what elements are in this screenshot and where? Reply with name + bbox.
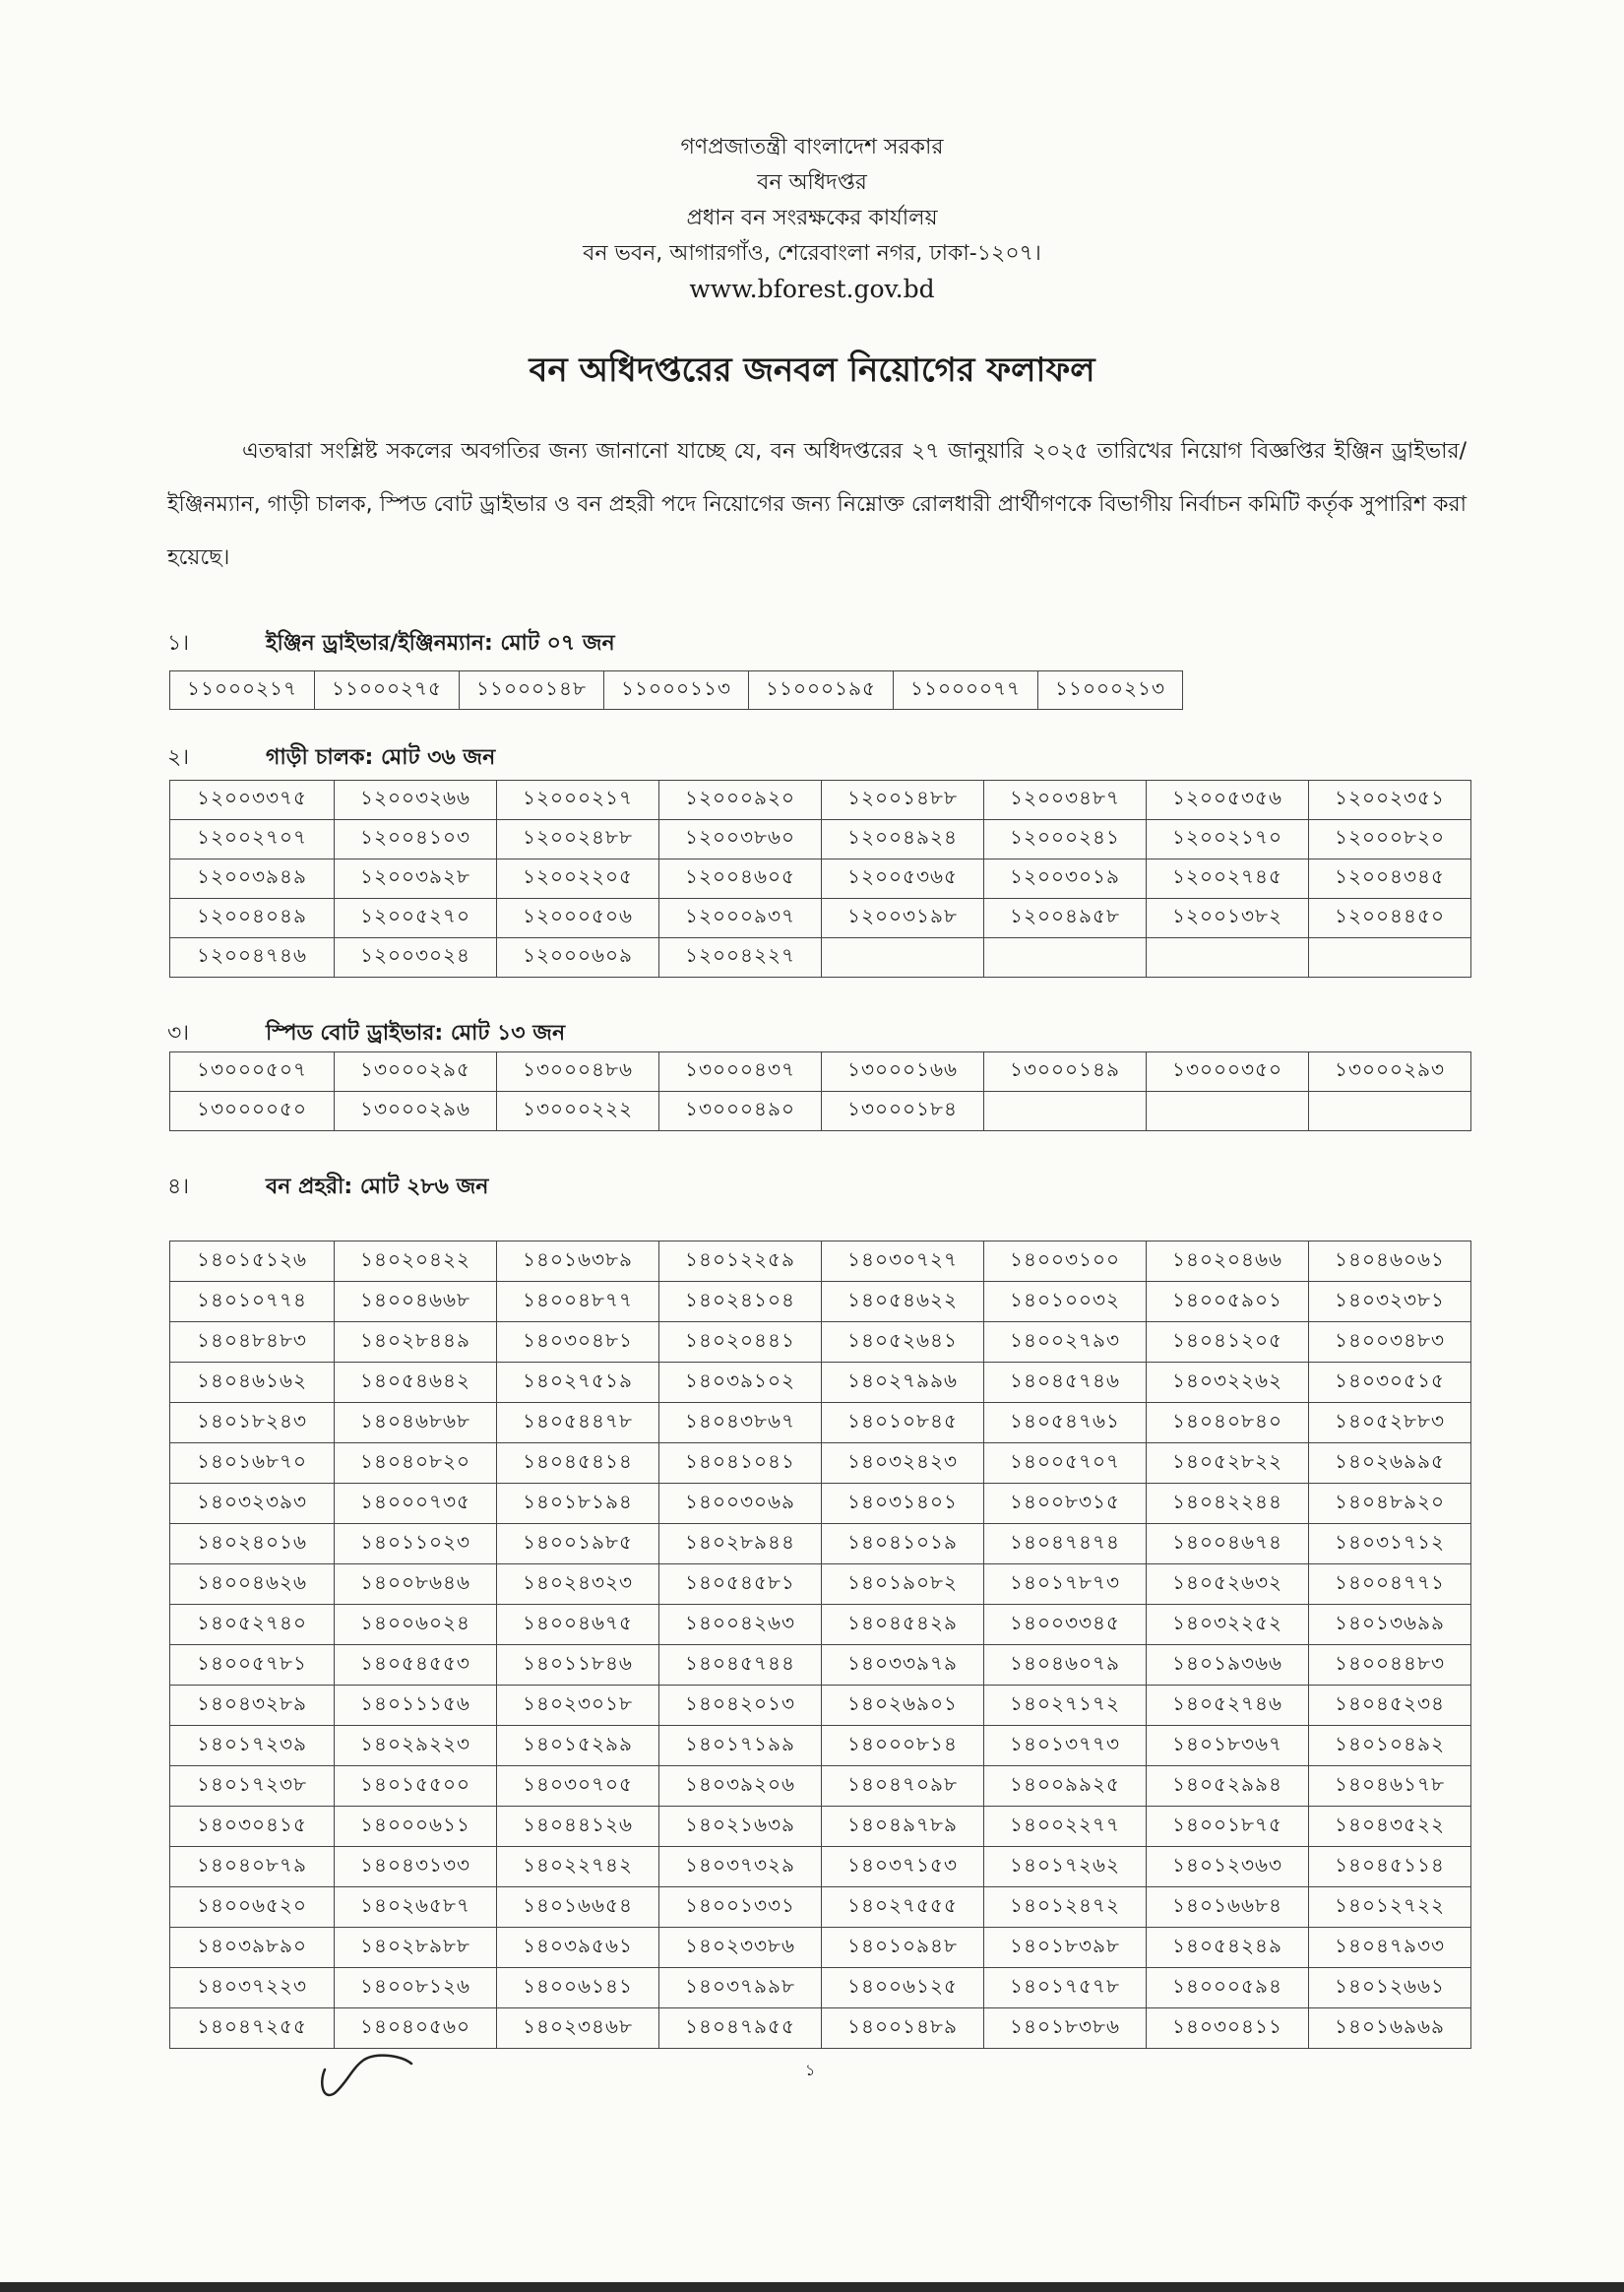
roll-cell: ১২০০৪১০৩ [335, 820, 497, 860]
roll-cell: ১৪০৪৬০৭৯ [984, 1645, 1147, 1686]
roll-cell: ১১০০০১৪৮ [460, 671, 604, 710]
roll-cell: ১৪০০৮৬৪৬ [335, 1564, 497, 1605]
roll-cell: ১৪০৪৯৭৮৯ [822, 1807, 984, 1847]
roll-cell: ১৪০১৭২৩৮ [170, 1766, 335, 1807]
roll-cell: ১৪০৩৯২০৬ [659, 1766, 822, 1807]
roll-cell: ১২০০৩৯২৮ [335, 860, 497, 899]
roll-table-engine-driver [169, 670, 1183, 710]
roll-cell: ১৪০১৬৬৫৪ [497, 1887, 659, 1928]
roll-cell: ১৪০৪২০১৩ [659, 1686, 822, 1726]
roll-cell: ১৪০০১৮৭৫ [1147, 1807, 1309, 1847]
roll-cell: ১২০০০২১৭ [497, 781, 659, 820]
roll-cell: ১৪০৪৫২৩৪ [1309, 1686, 1471, 1726]
roll-cell: ১৪০৫২৭৪০ [170, 1605, 335, 1645]
roll-cell: ১৪০২৬৯০১ [822, 1686, 984, 1726]
roll-cell: ১৪০০৫৭৮১ [170, 1645, 335, 1686]
roll-cell: ১৩০০০২২২ [497, 1092, 659, 1131]
roll-cell: ১৪০১৮৩৮৬ [984, 2008, 1147, 2049]
roll-cell: ১৪০৫৪৫৫৩ [335, 1645, 497, 1686]
roll-cell: ১৪০৫৪৬২২ [822, 1282, 984, 1322]
table-row [170, 781, 1471, 820]
roll-table-forest-guard [169, 1241, 1471, 2049]
roll-cell: ১৪০০১৩৩১ [659, 1887, 822, 1928]
roll-cell: ১৩০০০২৯৫ [335, 1052, 497, 1092]
table-row [170, 2008, 1471, 2049]
roll-cell: ১৪০০০৮১৪ [822, 1726, 984, 1766]
roll-cell: ১৪০১৩৬৯৯ [1309, 1605, 1471, 1645]
section-title: গাড়ী চালক: মোট ৩৬ জন [266, 745, 496, 770]
roll-cell: ১৪০৪৬১৬২ [170, 1363, 335, 1403]
roll-cell: ১২০০৩১৯৮ [822, 899, 984, 938]
roll-cell: ১৪০২৩০১৮ [497, 1686, 659, 1726]
roll-cell: ১৪০১৮৩৯৮ [984, 1928, 1147, 1968]
table-row [170, 1484, 1471, 1524]
roll-cell: ১৪০৪৬১৭৮ [1309, 1766, 1471, 1807]
roll-cell: ১৪০১৫২৯৯ [497, 1726, 659, 1766]
roll-cell: ১৪০২৭১৭২ [984, 1686, 1147, 1726]
roll-cell: ১৪০০৬০২৪ [335, 1605, 497, 1645]
roll-cell: ১৪০০০৬১১ [335, 1807, 497, 1847]
roll-cell: ১৪০১০৭৭৪ [170, 1282, 335, 1322]
roll-cell: ১৪০৪৮৯২০ [1309, 1484, 1471, 1524]
roll-cell: ১৪০২৪১০৪ [659, 1282, 822, 1322]
roll-cell: ১৪০২৩৪৬৮ [497, 2008, 659, 2049]
roll-cell: ১৪০১৬৯৬৯ [1309, 2008, 1471, 2049]
roll-cell [1309, 1092, 1471, 1131]
roll-cell: ১৪০৪৫৭৪৬ [984, 1363, 1147, 1403]
roll-cell: ১২০০০২৪১ [984, 820, 1147, 860]
roll-cell: ১৪০০৫৯০১ [1147, 1282, 1309, 1322]
roll-cell: ১৩০০০৩৫০ [1147, 1052, 1309, 1092]
roll-cell: ১৩০০০১৮৪ [822, 1092, 984, 1131]
roll-cell: ১৪০১৮৩৬৭ [1147, 1726, 1309, 1766]
roll-cell: ১১০০০২১৭ [170, 671, 315, 710]
roll-cell: ১২০০৫৩৫৬ [1147, 781, 1309, 820]
roll-cell: ১৪০৩০৭২৭ [822, 1242, 984, 1282]
roll-cell: ১৪০৩৭২২৩ [170, 1968, 335, 2008]
section-heading-forest-guard [167, 1170, 488, 1206]
section-heading-engine-driver [167, 626, 615, 663]
roll-cell: ১৪০২০৪৪১ [659, 1322, 822, 1363]
roll-cell [984, 1092, 1147, 1131]
roll-cell [822, 938, 984, 978]
roll-cell: ১৪০৫৪৫৮১ [659, 1564, 822, 1605]
roll-cell: ১৪০৩২২৫২ [1147, 1605, 1309, 1645]
roll-cell: ১৪০৩০৭০৫ [497, 1766, 659, 1807]
roll-cell: ১৪০১৭২৩৯ [170, 1726, 335, 1766]
intro-paragraph: এতদ্বারা সংশ্লিষ্ট সকলের অবগতির জন্য জানানো যাচ্ছে যে, বন অধিদপ্তরের ২৭ জানুয়ারি ২০২৫ তারিখের নিয়োগ বিজ্ঞপ্তির ইঞ্জিন ড্রাইভার/ইঞ্জিনম্যান, গাড়ী চালক, স্পিড বোট ড্রাইভার ও বন প্রহরী পদে নিয়োগের জন্য নিম্নোক্ত রোলধারী প্রার্থীগণকে বিভাগীয় নির্বাচন কমিটি কর্তৃক সুপারিশ করা হয়েছে। [167, 439, 1467, 570]
roll-cell: ১৪০২৮৯৮৮ [335, 1928, 497, 1968]
roll-cell: ১২০০২৩৫১ [1309, 781, 1471, 820]
table-row [170, 1363, 1471, 1403]
roll-cell: ১৩০০০১৪৯ [984, 1052, 1147, 1092]
table-row [170, 899, 1471, 938]
table-row [170, 1726, 1471, 1766]
roll-cell: ১২০০১৪৮৮ [822, 781, 984, 820]
roll-cell: ১৪০০৬১২৫ [822, 1968, 984, 2008]
roll-cell: ১২০০৪২২৭ [659, 938, 822, 978]
roll-cell: ১২০০০৯২০ [659, 781, 822, 820]
table-row [170, 1968, 1471, 2008]
table-row [170, 938, 1471, 978]
roll-cell: ১২০০৪৬০৫ [659, 860, 822, 899]
roll-cell: ১১০০০২১৩ [1038, 671, 1183, 710]
roll-cell: ১৪০৪৮৪৮৩ [170, 1322, 335, 1363]
table-row [170, 1766, 1471, 1807]
roll-cell: ১৪০৪১০৪১ [659, 1443, 822, 1484]
page-title: বন অধিদপ্তরের জনবল নিয়োগের ফলাফল [529, 350, 1095, 390]
roll-cell: ১৪০৪৩৮৬৭ [659, 1403, 822, 1443]
roll-cell: ১৪০১২৩৬৩ [1147, 1847, 1309, 1887]
table-row [170, 1443, 1471, 1484]
roll-cell: ১৪০৫২৮২২ [1147, 1443, 1309, 1484]
roll-cell: ১৪০০৬১৪১ [497, 1968, 659, 2008]
roll-cell: ১৪০১১১৫৬ [335, 1686, 497, 1726]
section-heading-car-driver [167, 740, 495, 777]
roll-cell: ১৪০০৩৩৪৫ [984, 1605, 1147, 1645]
roll-cell: ১৪০২৭৯৯৬ [822, 1363, 984, 1403]
roll-cell: ১৪০১২৬৬১ [1309, 1968, 1471, 2008]
roll-cell: ১৪০৪৪১২৬ [497, 1807, 659, 1847]
office-header [0, 130, 1624, 307]
roll-cell: ১৪০১০৪৯২ [1309, 1726, 1471, 1766]
roll-cell: ১৪০১৭৮৭৩ [984, 1564, 1147, 1605]
roll-cell: ১৪০৫৪২৪৯ [1147, 1928, 1309, 1968]
roll-cell: ১৪০০৪৮৭৭ [497, 1282, 659, 1322]
roll-cell: ১৪০৫২৮৮৩ [1309, 1403, 1471, 1443]
table-row [170, 1564, 1471, 1605]
roll-cell: ১৪০০১৪৮৯ [822, 2008, 984, 2049]
roll-cell: ১২০০৪৯৫৮ [984, 899, 1147, 938]
roll-cell: ১৪০২২৭৪২ [497, 1847, 659, 1887]
roll-cell [1147, 1092, 1309, 1131]
roll-cell: ১৪০১৭২৬২ [984, 1847, 1147, 1887]
roll-cell: ১৪০৩৯১০২ [659, 1363, 822, 1403]
roll-cell: ১৪০৪৭০৯৮ [822, 1766, 984, 1807]
roll-cell: ১২০০৩২৬৬ [335, 781, 497, 820]
roll-cell: ১৪০৪৩২৮৯ [170, 1686, 335, 1726]
roll-cell: ১৪০৪৭২৫৫ [170, 2008, 335, 2049]
table-row [170, 1887, 1471, 1928]
roll-cell: ১৪০১২৪৭২ [984, 1887, 1147, 1928]
table-row [170, 671, 1183, 710]
table-row [170, 1928, 1471, 1968]
roll-cell: ১২০০১৩৮২ [1147, 899, 1309, 938]
roll-cell: ১৪০৪৫৪১৪ [497, 1443, 659, 1484]
roll-cell: ১৪০০৪৭৭১ [1309, 1564, 1471, 1605]
roll-cell: ১৪০০১৯৮৫ [497, 1524, 659, 1564]
roll-cell: ১৪০০২৭৯৩ [984, 1322, 1147, 1363]
roll-cell: ১৪০৫২৭৪৬ [1147, 1686, 1309, 1726]
roll-cell: ১১০০০১১৩ [604, 671, 749, 710]
roll-cell: ১৪০১০৮৪৫ [822, 1403, 984, 1443]
roll-cell: ১২০০০৫০৬ [497, 899, 659, 938]
roll-cell: ১২০০৩০২৪ [335, 938, 497, 978]
roll-cell: ১৪০৩২৪২৩ [822, 1443, 984, 1484]
roll-cell: ১৪০১০৯৪৮ [822, 1928, 984, 1968]
roll-cell: ১৪০০৪৪৮৩ [1309, 1645, 1471, 1686]
roll-cell: ১৩০০০৪৯০ [659, 1092, 822, 1131]
roll-cell: ১২০০৪০৪৯ [170, 899, 335, 938]
roll-cell: ১৪০৩২৩৯৩ [170, 1484, 335, 1524]
roll-cell: ১৪০০৫৭০৭ [984, 1443, 1147, 1484]
roll-cell: ১২০০২৭৪৫ [1147, 860, 1309, 899]
roll-cell: ১৪০৪৫৭৪৪ [659, 1645, 822, 1686]
roll-cell: ১৪০৪৫৪২৯ [822, 1605, 984, 1645]
signature-mark [317, 2048, 425, 2107]
roll-cell: ১২০০০৯৩৭ [659, 899, 822, 938]
roll-cell: ১২০০২২০৫ [497, 860, 659, 899]
roll-cell: ১৪০২১৬৩৯ [659, 1807, 822, 1847]
roll-cell: ১৪০১৫১২৬ [170, 1242, 335, 1282]
header-line-government: গণপ্রজাতন্ত্রী বাংলাদেশ সরকার [680, 135, 944, 159]
roll-cell: ১৪০৩০৪৮১ [497, 1322, 659, 1363]
roll-cell: ১৪০১৮২৪৩ [170, 1403, 335, 1443]
roll-cell: ১৪০০৪৬৭৪ [1147, 1524, 1309, 1564]
roll-cell: ১৪০৩৩৯৭৯ [822, 1645, 984, 1686]
roll-cell: ১৪০৩২৩৮১ [1309, 1282, 1471, 1322]
roll-cell: ১৪০০৪২৬৩ [659, 1605, 822, 1645]
roll-cell: ১২০০৪৯২৪ [822, 820, 984, 860]
roll-cell: ১২০০৪৭৪৬ [170, 938, 335, 978]
roll-cell: ১৪০৩১৪০১ [822, 1484, 984, 1524]
roll-cell: ১৪০১৬৬৮৪ [1147, 1887, 1309, 1928]
roll-cell: ১৪০২৪০১৬ [170, 1524, 335, 1564]
header-website: www.bforest.gov.bd [689, 275, 935, 303]
roll-cell: ১৪০১৬৮৭০ [170, 1443, 335, 1484]
section-title: বন প্রহরী: মোট ২৮৬ জন [266, 1175, 489, 1199]
roll-cell: ১৪০৪০৫৬০ [335, 2008, 497, 2049]
table-row [170, 1282, 1471, 1322]
table-row [170, 1847, 1471, 1887]
table-row [170, 1605, 1471, 1645]
roll-cell: ১৪০১৬৩৮৯ [497, 1242, 659, 1282]
roll-cell: ১৪০১৭১৯৯ [659, 1726, 822, 1766]
roll-cell: ১২০০২৪৮৮ [497, 820, 659, 860]
roll-cell: ১৪০৪২২৪৪ [1147, 1484, 1309, 1524]
page-number: ১ [805, 2061, 816, 2079]
roll-cell: ১৪০৩৯৮৯০ [170, 1928, 335, 1968]
roll-cell [1309, 938, 1471, 978]
roll-cell: ১৪০০৪৬৬৮ [335, 1282, 497, 1322]
roll-cell: ১৪০০০৫৯৪ [1147, 1968, 1309, 2008]
roll-cell: ১৪০১৯৩৬৬ [1147, 1645, 1309, 1686]
roll-cell: ১৪০০৮১২৬ [335, 1968, 497, 2008]
roll-cell: ১২০০৫২৭০ [335, 899, 497, 938]
roll-cell: ১৪০৪৭৯৫৫ [659, 2008, 822, 2049]
section-number: ২। [167, 745, 190, 770]
roll-cell: ১৪০৫২৬৩২ [1147, 1564, 1309, 1605]
roll-cell: ১৪০২৯২২৩ [335, 1726, 497, 1766]
roll-cell [1147, 938, 1309, 978]
table-row [170, 1524, 1471, 1564]
roll-cell: ১৪০২৩৩৮৬ [659, 1928, 822, 1968]
roll-cell: ১৪০১২৭২২ [1309, 1887, 1471, 1928]
roll-cell: ১৪০৪৩৫২২ [1309, 1807, 1471, 1847]
section-number: ৩। [167, 1021, 190, 1046]
roll-table-speedboat-driver [169, 1051, 1471, 1131]
section-number: ১। [167, 631, 190, 656]
roll-cell: ১৪০১৭৫৭৮ [984, 1968, 1147, 2008]
roll-cell: ১৪০২৬৫৮৭ [335, 1887, 497, 1928]
roll-cell: ১৪০১৩৭৭৩ [984, 1726, 1147, 1766]
roll-cell: ১৩০০০৫০৭ [170, 1052, 335, 1092]
roll-table-car-driver [169, 780, 1471, 978]
section-heading-speedboat-driver [167, 1016, 565, 1052]
roll-cell: ১২০০২১৭০ [1147, 820, 1309, 860]
roll-cell: ১৪০১৫৫০০ [335, 1766, 497, 1807]
roll-cell: ১৪০১৯০৮২ [822, 1564, 984, 1605]
roll-cell: ১৪০৩২২৬২ [1147, 1363, 1309, 1403]
roll-cell: ১৪০৫২৯৯৪ [1147, 1766, 1309, 1807]
roll-cell: ১৪০৩০৪১৫ [170, 1807, 335, 1847]
roll-cell: ১২০০৩৯৪৯ [170, 860, 335, 899]
table-row [170, 820, 1471, 860]
table-row [170, 1322, 1471, 1363]
section-title: ইঞ্জিন ড্রাইভার/ইঞ্জিনম্যান: মোট ০৭ জন [266, 631, 615, 656]
roll-cell: ১৪০০৮৩১৫ [984, 1484, 1147, 1524]
roll-cell: ১৪০৫৪৪৭৮ [497, 1403, 659, 1443]
roll-cell: ১৩০০০৪৩৭ [659, 1052, 822, 1092]
roll-cell: ১৪০২৭৫১৯ [497, 1363, 659, 1403]
roll-cell: ১৪০৪৫১১৪ [1309, 1847, 1471, 1887]
roll-cell: ১৪০০৩০৬৯ [659, 1484, 822, 1524]
roll-cell: ১৪০৩০৫১৫ [1309, 1363, 1471, 1403]
roll-cell: ১৪০৫৪৭৬১ [984, 1403, 1147, 1443]
roll-cell: ১৪০৪৭৪৭৪ [984, 1524, 1147, 1564]
roll-cell: ১৪০২০৪২২ [335, 1242, 497, 1282]
roll-cell: ১৩০০০১৬৬ [822, 1052, 984, 1092]
roll-cell: ১৪০৪০৮৪০ [1147, 1403, 1309, 1443]
roll-cell: ১৪০৫২৬৪১ [822, 1322, 984, 1363]
roll-cell: ১৪০৪৬৮৬৮ [335, 1403, 497, 1443]
header-line-address: বন ভবন, আগারগাঁও, শেরেবাংলা নগর, ঢাকা-১২০৭। [583, 241, 1041, 266]
table-row [170, 1807, 1471, 1847]
section-title: স্পিড বোট ড্রাইভার: মোট ১৩ জন [266, 1021, 566, 1046]
roll-cell: ১২০০৪৩৪৫ [1309, 860, 1471, 899]
roll-cell: ১২০০৩৮৬০ [659, 820, 822, 860]
roll-cell: ১৪০১১৮৪৬ [497, 1645, 659, 1686]
roll-cell: ১২০০২৭০৭ [170, 820, 335, 860]
roll-cell: ১১০০০০৭৭ [894, 671, 1038, 710]
roll-cell: ১৩০০০০৫০ [170, 1092, 335, 1131]
roll-cell: ১১০০০১৯৫ [749, 671, 894, 710]
roll-cell: ১৩০০০২৯৩ [1309, 1052, 1471, 1092]
table-row [170, 1242, 1471, 1282]
roll-cell: ১৪০২৭৫৫৫ [822, 1887, 984, 1928]
roll-cell: ১৪০৩৭৯৯৮ [659, 1968, 822, 2008]
roll-cell: ১৪০৩১৭১২ [1309, 1524, 1471, 1564]
roll-cell: ১৪০৩০৪১১ [1147, 2008, 1309, 2049]
roll-cell: ১২০০৫৩৬৫ [822, 860, 984, 899]
roll-cell: ১১০০০২৭৫ [315, 671, 460, 710]
roll-cell: ১৪০৪৭৯৩৩ [1309, 1928, 1471, 1968]
roll-cell: ১৪০৩৭৩২৯ [659, 1847, 822, 1887]
roll-cell: ১৪০২০৪৬৬ [1147, 1242, 1309, 1282]
roll-cell: ১৪০০৪৬৭৫ [497, 1605, 659, 1645]
roll-cell: ১২০০৩৪৮৭ [984, 781, 1147, 820]
roll-cell: ১৪০০৬৫২০ [170, 1887, 335, 1928]
table-row [170, 1686, 1471, 1726]
table-row [170, 1403, 1471, 1443]
table-row [170, 1645, 1471, 1686]
roll-cell [984, 938, 1147, 978]
roll-cell: ১২০০৪৪৫০ [1309, 899, 1471, 938]
roll-cell: ১৪০০৩১০০ [984, 1242, 1147, 1282]
roll-cell: ১৪০৪০৮২০ [335, 1443, 497, 1484]
roll-cell: ১৪০১৮১৯৪ [497, 1484, 659, 1524]
roll-cell: ১৪০৪১০১৯ [822, 1524, 984, 1564]
roll-cell: ১৪০৪৬০৬১ [1309, 1242, 1471, 1282]
roll-cell: ১৪০০৯৯২৫ [984, 1766, 1147, 1807]
roll-cell: ১৪০২৮৯৪৪ [659, 1524, 822, 1564]
roll-cell: ১৪০১১০২৩ [335, 1524, 497, 1564]
table-row [170, 860, 1471, 899]
header-line-office: প্রধান বন সংরক্ষকের কার্যালয় [686, 206, 938, 230]
table-row [170, 1092, 1471, 1131]
roll-cell: ১২০০৩০১৯ [984, 860, 1147, 899]
roll-cell: ১৪০০০৭৩৫ [335, 1484, 497, 1524]
roll-cell: ১৪০৫৪৬৪২ [335, 1363, 497, 1403]
roll-cell: ১২০০৩৩৭৫ [170, 781, 335, 820]
roll-cell: ১৪০১২২৫৯ [659, 1242, 822, 1282]
roll-cell: ১৪০১০০৩২ [984, 1282, 1147, 1322]
roll-cell: ১৪০০৩৪৮৩ [1309, 1322, 1471, 1363]
roll-cell: ১৪০৩৭১৫৩ [822, 1847, 984, 1887]
roll-cell: ১৩০০০২৯৬ [335, 1092, 497, 1131]
roll-cell: ১৪০০২২৭৭ [984, 1807, 1147, 1847]
roll-cell: ১৪০২৮৪৪৯ [335, 1322, 497, 1363]
header-line-department: বন অধিদপ্তর [757, 170, 867, 195]
table-row [170, 1052, 1471, 1092]
roll-cell: ১৪০২৬৯৯৫ [1309, 1443, 1471, 1484]
roll-cell: ১৪০২৪৩২৩ [497, 1564, 659, 1605]
roll-cell: ১৩০০০৪৮৬ [497, 1052, 659, 1092]
roll-cell: ১৪০০৪৬২৬ [170, 1564, 335, 1605]
roll-cell: ১৪০৪১২০৫ [1147, 1322, 1309, 1363]
roll-cell: ১৪০৪৩১৩৩ [335, 1847, 497, 1887]
roll-cell: ১২০০০৮২০ [1309, 820, 1471, 860]
roll-cell: ১৪০৩৯৫৬১ [497, 1928, 659, 1968]
section-number: ৪। [167, 1175, 190, 1199]
scan-edge-shadow [0, 2282, 1624, 2292]
roll-cell: ১২০০০৬০৯ [497, 938, 659, 978]
roll-cell: ১৪০৪০৮৭৯ [170, 1847, 335, 1887]
